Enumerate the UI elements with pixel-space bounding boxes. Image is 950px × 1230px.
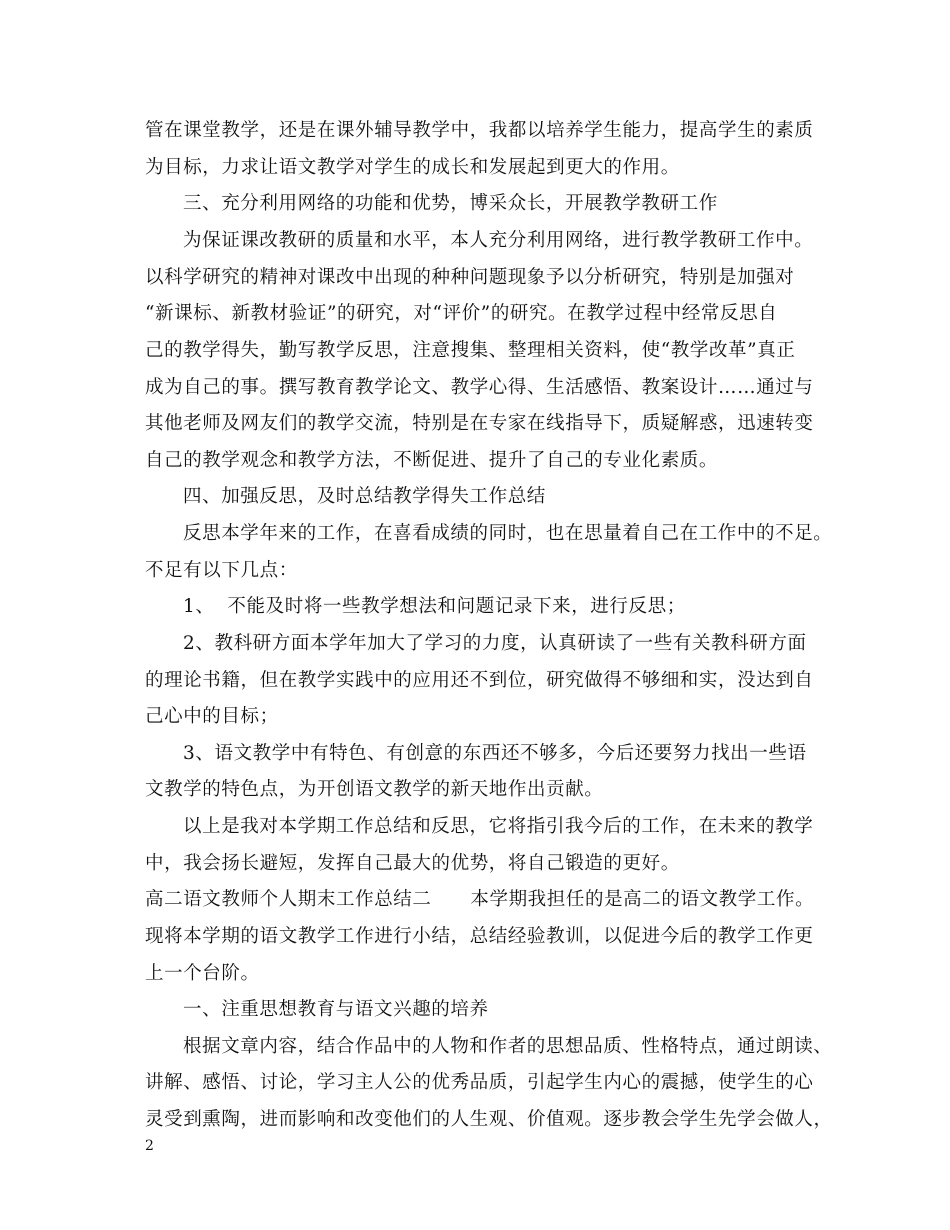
text-line: 讲解、感悟、讨论，学习主人公的优秀品质，引起学生内心的震撼，使学生的心 (145, 1072, 814, 1093)
text-line: 己的教学得失，勤写教学反思，注意搜集、整理相关资料，使“教学改革”真正 (145, 340, 796, 361)
text-line: 上一个台阶。 (145, 963, 260, 984)
text-line: 根据文章内容，结合作品中的人物和作者的思想品质、性格特点，通过朗读、 (183, 1036, 833, 1057)
text-line: 管在课堂教学，还是在课外辅导教学中，我都以培养学生能力，提高学生的素质 (145, 120, 814, 141)
text-line: 现将本学期的语文教学工作进行小结，总结经验教训，以促进今后的教学工作更 (145, 926, 814, 947)
list-item: 3、语文教学中有特色、有创意的东西还不够多，今后还要努力找出一些语 (183, 743, 807, 764)
section-heading: 四、加强反思，及时总结教学得失工作总结 (183, 486, 546, 507)
text-line: 为目标，力求让语文教学对学生的成长和发展起到更大的作用。 (145, 157, 680, 178)
text-line: 的理论书籍，但在教学实践中的应用还不到位，研究做得不够细和实，没达到自 (145, 670, 814, 691)
text-line: 自己的教学观念和教学方法，不断促进、提升了自己的专业化素质。 (145, 450, 719, 471)
text-line: 不足有以下几点： (145, 560, 298, 581)
text-line: 灵受到熏陶，进而影响和改变他们的人生观、价值观。逐步教会学生先学会做人， (145, 1109, 833, 1130)
text-line: 以科学研究的精神对课改中出现的种种问题现象予以分析研究，特别是加强对 (145, 267, 795, 288)
text-line: 文教学的特色点，为开创语文教学的新天地作出贡献。 (145, 779, 604, 800)
text-line: 中，我会扬长避短，发挥自己最大的优势，将自己锻造的更好。 (145, 853, 680, 874)
section-heading: 三、充分利用网络的功能和优势，博采众长，开展教学教研工作 (183, 193, 718, 214)
page-number: 2 (145, 1138, 154, 1154)
section-heading: 一、注重思想教育与语文兴趣的培养 (183, 999, 489, 1020)
text-line: 高二语文教师个人期末工作总结二 本学期我担任的是高二的语文教学工作。 (145, 889, 815, 910)
text-line: 己心中的目标； (145, 706, 279, 727)
list-item: 2、教科研方面本学年加大了学习的力度，认真研读了一些有关教科研方面 (183, 633, 807, 654)
text-line: 为保证课改教研的质量和水平，本人充分利用网络，进行教学教研工作中。 (183, 230, 814, 251)
text-line: “新课标、新教材验证”的研究，对“评价”的研究。在教学过程中经常反思自 (145, 303, 778, 324)
list-item: 1、 不能及时将一些教学想法和问题记录下来，进行反思； (183, 596, 686, 617)
text-line: 成为自己的事。撰写教育教学论文、教学心得、生活感悟、教案设计……通过与 (145, 377, 814, 398)
text-line: 以上是我对本学期工作总结和反思，它将指引我今后的工作，在未来的教学 (183, 816, 814, 837)
text-line: 反思本学年来的工作，在喜看成绩的同时，也在思量着自己在工作中的不足。 (183, 523, 833, 544)
text-line: 其他老师及网友们的教学交流，特别是在专家在线指导下，质疑解惑，迅速转变 (145, 413, 814, 434)
